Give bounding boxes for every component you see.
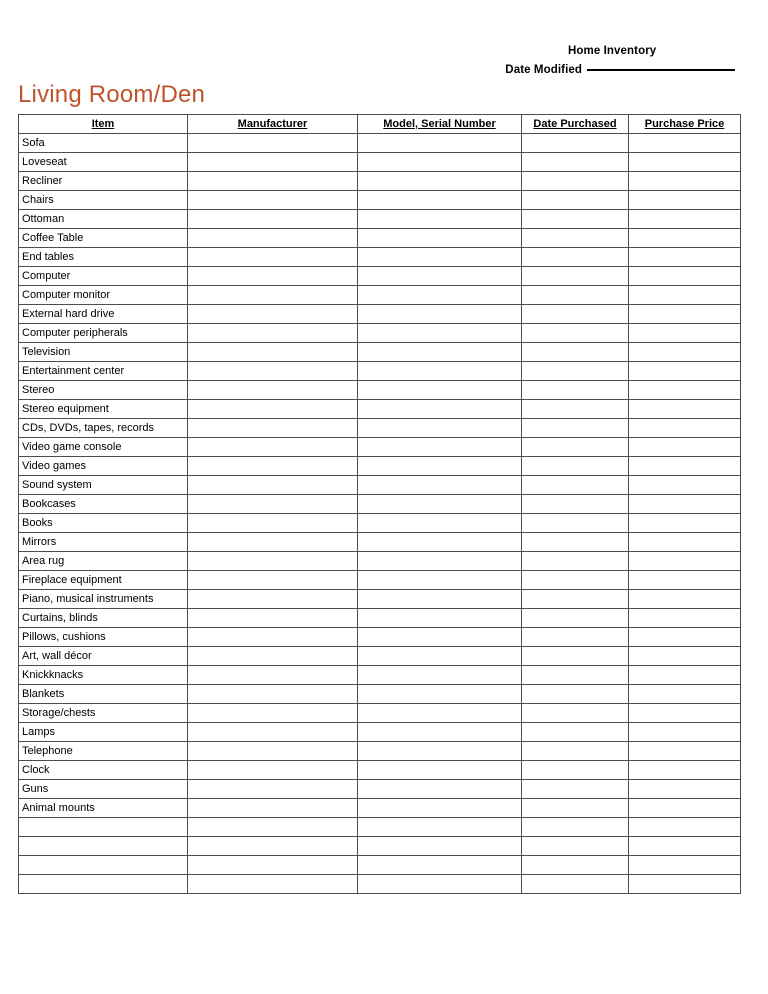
cell-item[interactable]: Books (19, 514, 188, 533)
cell-model-serial[interactable] (358, 742, 522, 761)
cell-item[interactable]: External hard drive (19, 305, 188, 324)
cell-date-purchased[interactable] (522, 476, 629, 495)
cell-purchase-price[interactable] (629, 856, 741, 875)
cell-model-serial[interactable] (358, 818, 522, 837)
column-header-date-purchased-label: Date Purchased (533, 118, 617, 130)
cell-item[interactable]: CDs, DVDs, tapes, records (19, 419, 188, 438)
cell-date-purchased[interactable] (522, 362, 629, 381)
cell-model-serial[interactable] (358, 837, 522, 856)
cell-model-serial[interactable] (358, 381, 522, 400)
cell-date-purchased[interactable] (522, 628, 629, 647)
cell-manufacturer[interactable] (188, 381, 358, 400)
cell-date-purchased[interactable] (522, 134, 629, 153)
cell-purchase-price[interactable] (629, 419, 741, 438)
cell-purchase-price[interactable] (629, 590, 741, 609)
cell-model-serial[interactable] (358, 286, 522, 305)
cell-model-serial[interactable] (358, 191, 522, 210)
cell-purchase-price[interactable] (629, 191, 741, 210)
table-row (19, 153, 741, 172)
table-row (19, 305, 741, 324)
table-row (19, 248, 741, 267)
cell-manufacturer[interactable] (188, 609, 358, 628)
table-row (19, 609, 741, 628)
cell-date-purchased[interactable] (522, 153, 629, 172)
cell-item[interactable]: Bookcases (19, 495, 188, 514)
inventory-table (18, 114, 741, 894)
cell-manufacturer[interactable] (188, 362, 358, 381)
cell-item[interactable]: Blankets (19, 685, 188, 704)
cell-model-serial[interactable] (358, 343, 522, 362)
cell-manufacturer[interactable] (188, 495, 358, 514)
table-row (19, 571, 741, 590)
cell-manufacturer[interactable] (188, 286, 358, 305)
table-row (19, 780, 741, 799)
table-row (19, 856, 741, 875)
cell-item[interactable]: Computer (19, 267, 188, 286)
cell-model-serial[interactable] (358, 533, 522, 552)
cell-manufacturer[interactable] (188, 134, 358, 153)
cell-item[interactable]: Loveseat (19, 153, 188, 172)
cell-date-purchased[interactable] (522, 875, 629, 894)
cell-item[interactable]: Telephone (19, 742, 188, 761)
cell-purchase-price[interactable] (629, 343, 741, 362)
cell-manufacturer[interactable] (188, 837, 358, 856)
cell-date-purchased[interactable] (522, 457, 629, 476)
column-header-model-serial (358, 115, 522, 134)
cell-date-purchased[interactable] (522, 818, 629, 837)
cell-model-serial[interactable] (358, 875, 522, 894)
cell-item[interactable]: Sound system (19, 476, 188, 495)
table-row (19, 362, 741, 381)
cell-model-serial[interactable] (358, 647, 522, 666)
cell-date-purchased[interactable] (522, 248, 629, 267)
cell-date-purchased[interactable] (522, 438, 629, 457)
cell-item[interactable]: Stereo (19, 381, 188, 400)
cell-manufacturer[interactable] (188, 761, 358, 780)
cell-item[interactable]: Computer peripherals (19, 324, 188, 343)
table-row (19, 495, 741, 514)
cell-date-purchased[interactable] (522, 742, 629, 761)
table-row (19, 704, 741, 723)
cell-date-purchased[interactable] (522, 495, 629, 514)
table-row (19, 172, 741, 191)
cell-date-purchased[interactable] (522, 647, 629, 666)
cell-date-purchased[interactable] (522, 780, 629, 799)
cell-item[interactable]: Sofa (19, 134, 188, 153)
cell-model-serial[interactable] (358, 172, 522, 191)
cell-item[interactable]: Curtains, blinds (19, 609, 188, 628)
cell-purchase-price[interactable] (629, 457, 741, 476)
cell-model-serial[interactable] (358, 590, 522, 609)
cell-item[interactable]: Computer monitor (19, 286, 188, 305)
cell-model-serial[interactable] (358, 419, 522, 438)
cell-purchase-price[interactable] (629, 837, 741, 856)
cell-item[interactable] (19, 875, 188, 894)
cell-purchase-price[interactable] (629, 761, 741, 780)
table-row (19, 267, 741, 286)
cell-date-purchased[interactable] (522, 400, 629, 419)
cell-item[interactable] (19, 818, 188, 837)
cell-purchase-price[interactable] (629, 305, 741, 324)
cell-manufacturer[interactable] (188, 153, 358, 172)
column-header-item (19, 115, 188, 134)
cell-manufacturer[interactable] (188, 704, 358, 723)
cell-item[interactable]: Area rug (19, 552, 188, 571)
table-row (19, 134, 741, 153)
cell-purchase-price[interactable] (629, 628, 741, 647)
cell-manufacturer[interactable] (188, 723, 358, 742)
column-header-manufacturer (188, 115, 358, 134)
cell-manufacturer[interactable] (188, 210, 358, 229)
cell-model-serial[interactable] (358, 856, 522, 875)
cell-purchase-price[interactable] (629, 381, 741, 400)
cell-model-serial[interactable] (358, 609, 522, 628)
table-header-row (19, 115, 741, 134)
cell-date-purchased[interactable] (522, 571, 629, 590)
table-row (19, 628, 741, 647)
cell-purchase-price[interactable] (629, 153, 741, 172)
cell-purchase-price[interactable] (629, 818, 741, 837)
cell-manufacturer[interactable] (188, 856, 358, 875)
table-row (19, 286, 741, 305)
cell-date-purchased[interactable] (522, 210, 629, 229)
cell-item[interactable]: Fireplace equipment (19, 571, 188, 590)
column-header-manufacturer-label: Manufacturer (237, 118, 308, 130)
cell-manufacturer[interactable] (188, 419, 358, 438)
cell-manufacturer[interactable] (188, 685, 358, 704)
cell-manufacturer[interactable] (188, 400, 358, 419)
cell-date-purchased[interactable] (522, 609, 629, 628)
cell-model-serial[interactable] (358, 723, 522, 742)
cell-date-purchased[interactable] (522, 514, 629, 533)
table-row (19, 799, 741, 818)
cell-item[interactable]: Lamps (19, 723, 188, 742)
cell-item[interactable]: Television (19, 343, 188, 362)
cell-date-purchased[interactable] (522, 419, 629, 438)
cell-manufacturer[interactable] (188, 248, 358, 267)
table-row (19, 742, 741, 761)
date-modified-input[interactable] (587, 69, 735, 71)
cell-manufacturer[interactable] (188, 305, 358, 324)
cell-date-purchased[interactable] (522, 267, 629, 286)
cell-manufacturer[interactable] (188, 647, 358, 666)
cell-model-serial[interactable] (358, 552, 522, 571)
cell-item[interactable]: Storage/chests (19, 704, 188, 723)
inventory-table-body (19, 134, 741, 894)
cell-manufacturer[interactable] (188, 799, 358, 818)
column-header-purchase-price (629, 115, 741, 134)
cell-date-purchased[interactable] (522, 856, 629, 875)
cell-item[interactable]: Entertainment center (19, 362, 188, 381)
cell-model-serial[interactable] (358, 305, 522, 324)
cell-item[interactable] (19, 856, 188, 875)
cell-model-serial[interactable] (358, 210, 522, 229)
cell-date-purchased[interactable] (522, 552, 629, 571)
cell-manufacturer[interactable] (188, 267, 358, 286)
table-row (19, 419, 741, 438)
table-row (19, 590, 741, 609)
table-row (19, 761, 741, 780)
cell-item[interactable]: Ottoman (19, 210, 188, 229)
cell-date-purchased[interactable] (522, 685, 629, 704)
table-row (19, 685, 741, 704)
table-row (19, 457, 741, 476)
cell-model-serial[interactable] (358, 457, 522, 476)
cell-item[interactable]: Pillows, cushions (19, 628, 188, 647)
cell-purchase-price[interactable] (629, 286, 741, 305)
cell-purchase-price[interactable] (629, 400, 741, 419)
cell-model-serial[interactable] (358, 229, 522, 248)
cell-purchase-price[interactable] (629, 514, 741, 533)
cell-purchase-price[interactable] (629, 723, 741, 742)
cell-manufacturer[interactable] (188, 628, 358, 647)
column-header-date-purchased (522, 115, 629, 134)
cell-purchase-price[interactable] (629, 172, 741, 191)
cell-model-serial[interactable] (358, 685, 522, 704)
cell-model-serial[interactable] (358, 761, 522, 780)
cell-manufacturer[interactable] (188, 343, 358, 362)
cell-purchase-price[interactable] (629, 438, 741, 457)
cell-purchase-price[interactable] (629, 609, 741, 628)
cell-manufacturer[interactable] (188, 742, 358, 761)
cell-purchase-price[interactable] (629, 666, 741, 685)
cell-manufacturer[interactable] (188, 438, 358, 457)
table-row (19, 875, 741, 894)
cell-purchase-price[interactable] (629, 647, 741, 666)
cell-model-serial[interactable] (358, 514, 522, 533)
table-row (19, 514, 741, 533)
cell-date-purchased[interactable] (522, 324, 629, 343)
cell-date-purchased[interactable] (522, 704, 629, 723)
cell-manufacturer[interactable] (188, 533, 358, 552)
section-title: Living Room/Den (18, 81, 206, 108)
cell-date-purchased[interactable] (522, 837, 629, 856)
cell-item[interactable]: End tables (19, 248, 188, 267)
cell-model-serial[interactable] (358, 248, 522, 267)
cell-date-purchased[interactable] (522, 343, 629, 362)
table-row (19, 343, 741, 362)
cell-item[interactable]: Clock (19, 761, 188, 780)
cell-manufacturer[interactable] (188, 324, 358, 343)
cell-manufacturer[interactable] (188, 476, 358, 495)
cell-purchase-price[interactable] (629, 799, 741, 818)
cell-model-serial[interactable] (358, 495, 522, 514)
cell-model-serial[interactable] (358, 324, 522, 343)
cell-purchase-price[interactable] (629, 495, 741, 514)
cell-date-purchased[interactable] (522, 305, 629, 324)
table-row (19, 552, 741, 571)
cell-date-purchased[interactable] (522, 533, 629, 552)
cell-manufacturer[interactable] (188, 780, 358, 799)
cell-item[interactable] (19, 837, 188, 856)
cell-manufacturer[interactable] (188, 191, 358, 210)
cell-model-serial[interactable] (358, 799, 522, 818)
document-header (497, 44, 735, 78)
cell-manufacturer[interactable] (188, 818, 358, 837)
cell-purchase-price[interactable] (629, 742, 741, 761)
cell-manufacturer[interactable] (188, 590, 358, 609)
cell-model-serial[interactable] (358, 476, 522, 495)
cell-item[interactable]: Piano, musical instruments (19, 590, 188, 609)
cell-date-purchased[interactable] (522, 286, 629, 305)
cell-date-purchased[interactable] (522, 229, 629, 248)
cell-purchase-price[interactable] (629, 780, 741, 799)
cell-model-serial[interactable] (358, 571, 522, 590)
table-row (19, 723, 741, 742)
cell-purchase-price[interactable] (629, 875, 741, 894)
cell-model-serial[interactable] (358, 153, 522, 172)
cell-model-serial[interactable] (358, 400, 522, 419)
cell-manufacturer[interactable] (188, 571, 358, 590)
table-row (19, 191, 741, 210)
cell-manufacturer[interactable] (188, 229, 358, 248)
cell-item[interactable]: Art, wall décor (19, 647, 188, 666)
cell-purchase-price[interactable] (629, 362, 741, 381)
cell-item[interactable]: Video games (19, 457, 188, 476)
cell-item[interactable]: Mirrors (19, 533, 188, 552)
cell-model-serial[interactable] (358, 666, 522, 685)
column-header-item-label: Item (91, 118, 115, 130)
cell-manufacturer[interactable] (188, 514, 358, 533)
table-row (19, 229, 741, 248)
cell-item[interactable]: Recliner (19, 172, 188, 191)
table-row (19, 400, 741, 419)
cell-model-serial[interactable] (358, 704, 522, 723)
cell-model-serial[interactable] (358, 628, 522, 647)
cell-purchase-price[interactable] (629, 248, 741, 267)
cell-model-serial[interactable] (358, 362, 522, 381)
cell-purchase-price[interactable] (629, 704, 741, 723)
cell-purchase-price[interactable] (629, 476, 741, 495)
cell-manufacturer[interactable] (188, 552, 358, 571)
table-row (19, 438, 741, 457)
column-header-purchase-price-label: Purchase Price (644, 118, 725, 130)
cell-manufacturer[interactable] (188, 457, 358, 476)
document-title: Home Inventory (567, 45, 657, 57)
cell-purchase-price[interactable] (629, 685, 741, 704)
cell-purchase-price[interactable] (629, 267, 741, 286)
cell-date-purchased[interactable] (522, 761, 629, 780)
cell-date-purchased[interactable] (522, 590, 629, 609)
cell-date-purchased[interactable] (522, 723, 629, 742)
date-modified-row (497, 63, 735, 79)
table-row (19, 381, 741, 400)
cell-date-purchased[interactable] (522, 666, 629, 685)
cell-model-serial[interactable] (358, 267, 522, 286)
date-modified-label: Date Modified (505, 63, 582, 76)
cell-item[interactable]: Coffee Table (19, 229, 188, 248)
cell-purchase-price[interactable] (629, 571, 741, 590)
cell-date-purchased[interactable] (522, 172, 629, 191)
table-row (19, 533, 741, 552)
cell-item[interactable]: Chairs (19, 191, 188, 210)
table-row (19, 666, 741, 685)
cell-purchase-price[interactable] (629, 324, 741, 343)
cell-model-serial[interactable] (358, 134, 522, 153)
cell-purchase-price[interactable] (629, 533, 741, 552)
cell-purchase-price[interactable] (629, 229, 741, 248)
table-row (19, 210, 741, 229)
cell-item[interactable]: Video game console (19, 438, 188, 457)
cell-manufacturer[interactable] (188, 172, 358, 191)
inventory-table-wrap (18, 114, 740, 894)
cell-purchase-price[interactable] (629, 134, 741, 153)
cell-item[interactable]: Knickknacks (19, 666, 188, 685)
cell-model-serial[interactable] (358, 438, 522, 457)
column-header-model-serial-label: Model, Serial Number (383, 118, 496, 130)
cell-model-serial[interactable] (358, 780, 522, 799)
cell-item[interactable]: Guns (19, 780, 188, 799)
cell-manufacturer[interactable] (188, 875, 358, 894)
cell-manufacturer[interactable] (188, 666, 358, 685)
table-row (19, 324, 741, 343)
table-row (19, 837, 741, 856)
cell-date-purchased[interactable] (522, 381, 629, 400)
cell-date-purchased[interactable] (522, 799, 629, 818)
cell-purchase-price[interactable] (629, 552, 741, 571)
cell-date-purchased[interactable] (522, 191, 629, 210)
table-row (19, 818, 741, 837)
cell-item[interactable]: Stereo equipment (19, 400, 188, 419)
table-row (19, 647, 741, 666)
cell-purchase-price[interactable] (629, 210, 741, 229)
table-row (19, 476, 741, 495)
cell-item[interactable]: Animal mounts (19, 799, 188, 818)
